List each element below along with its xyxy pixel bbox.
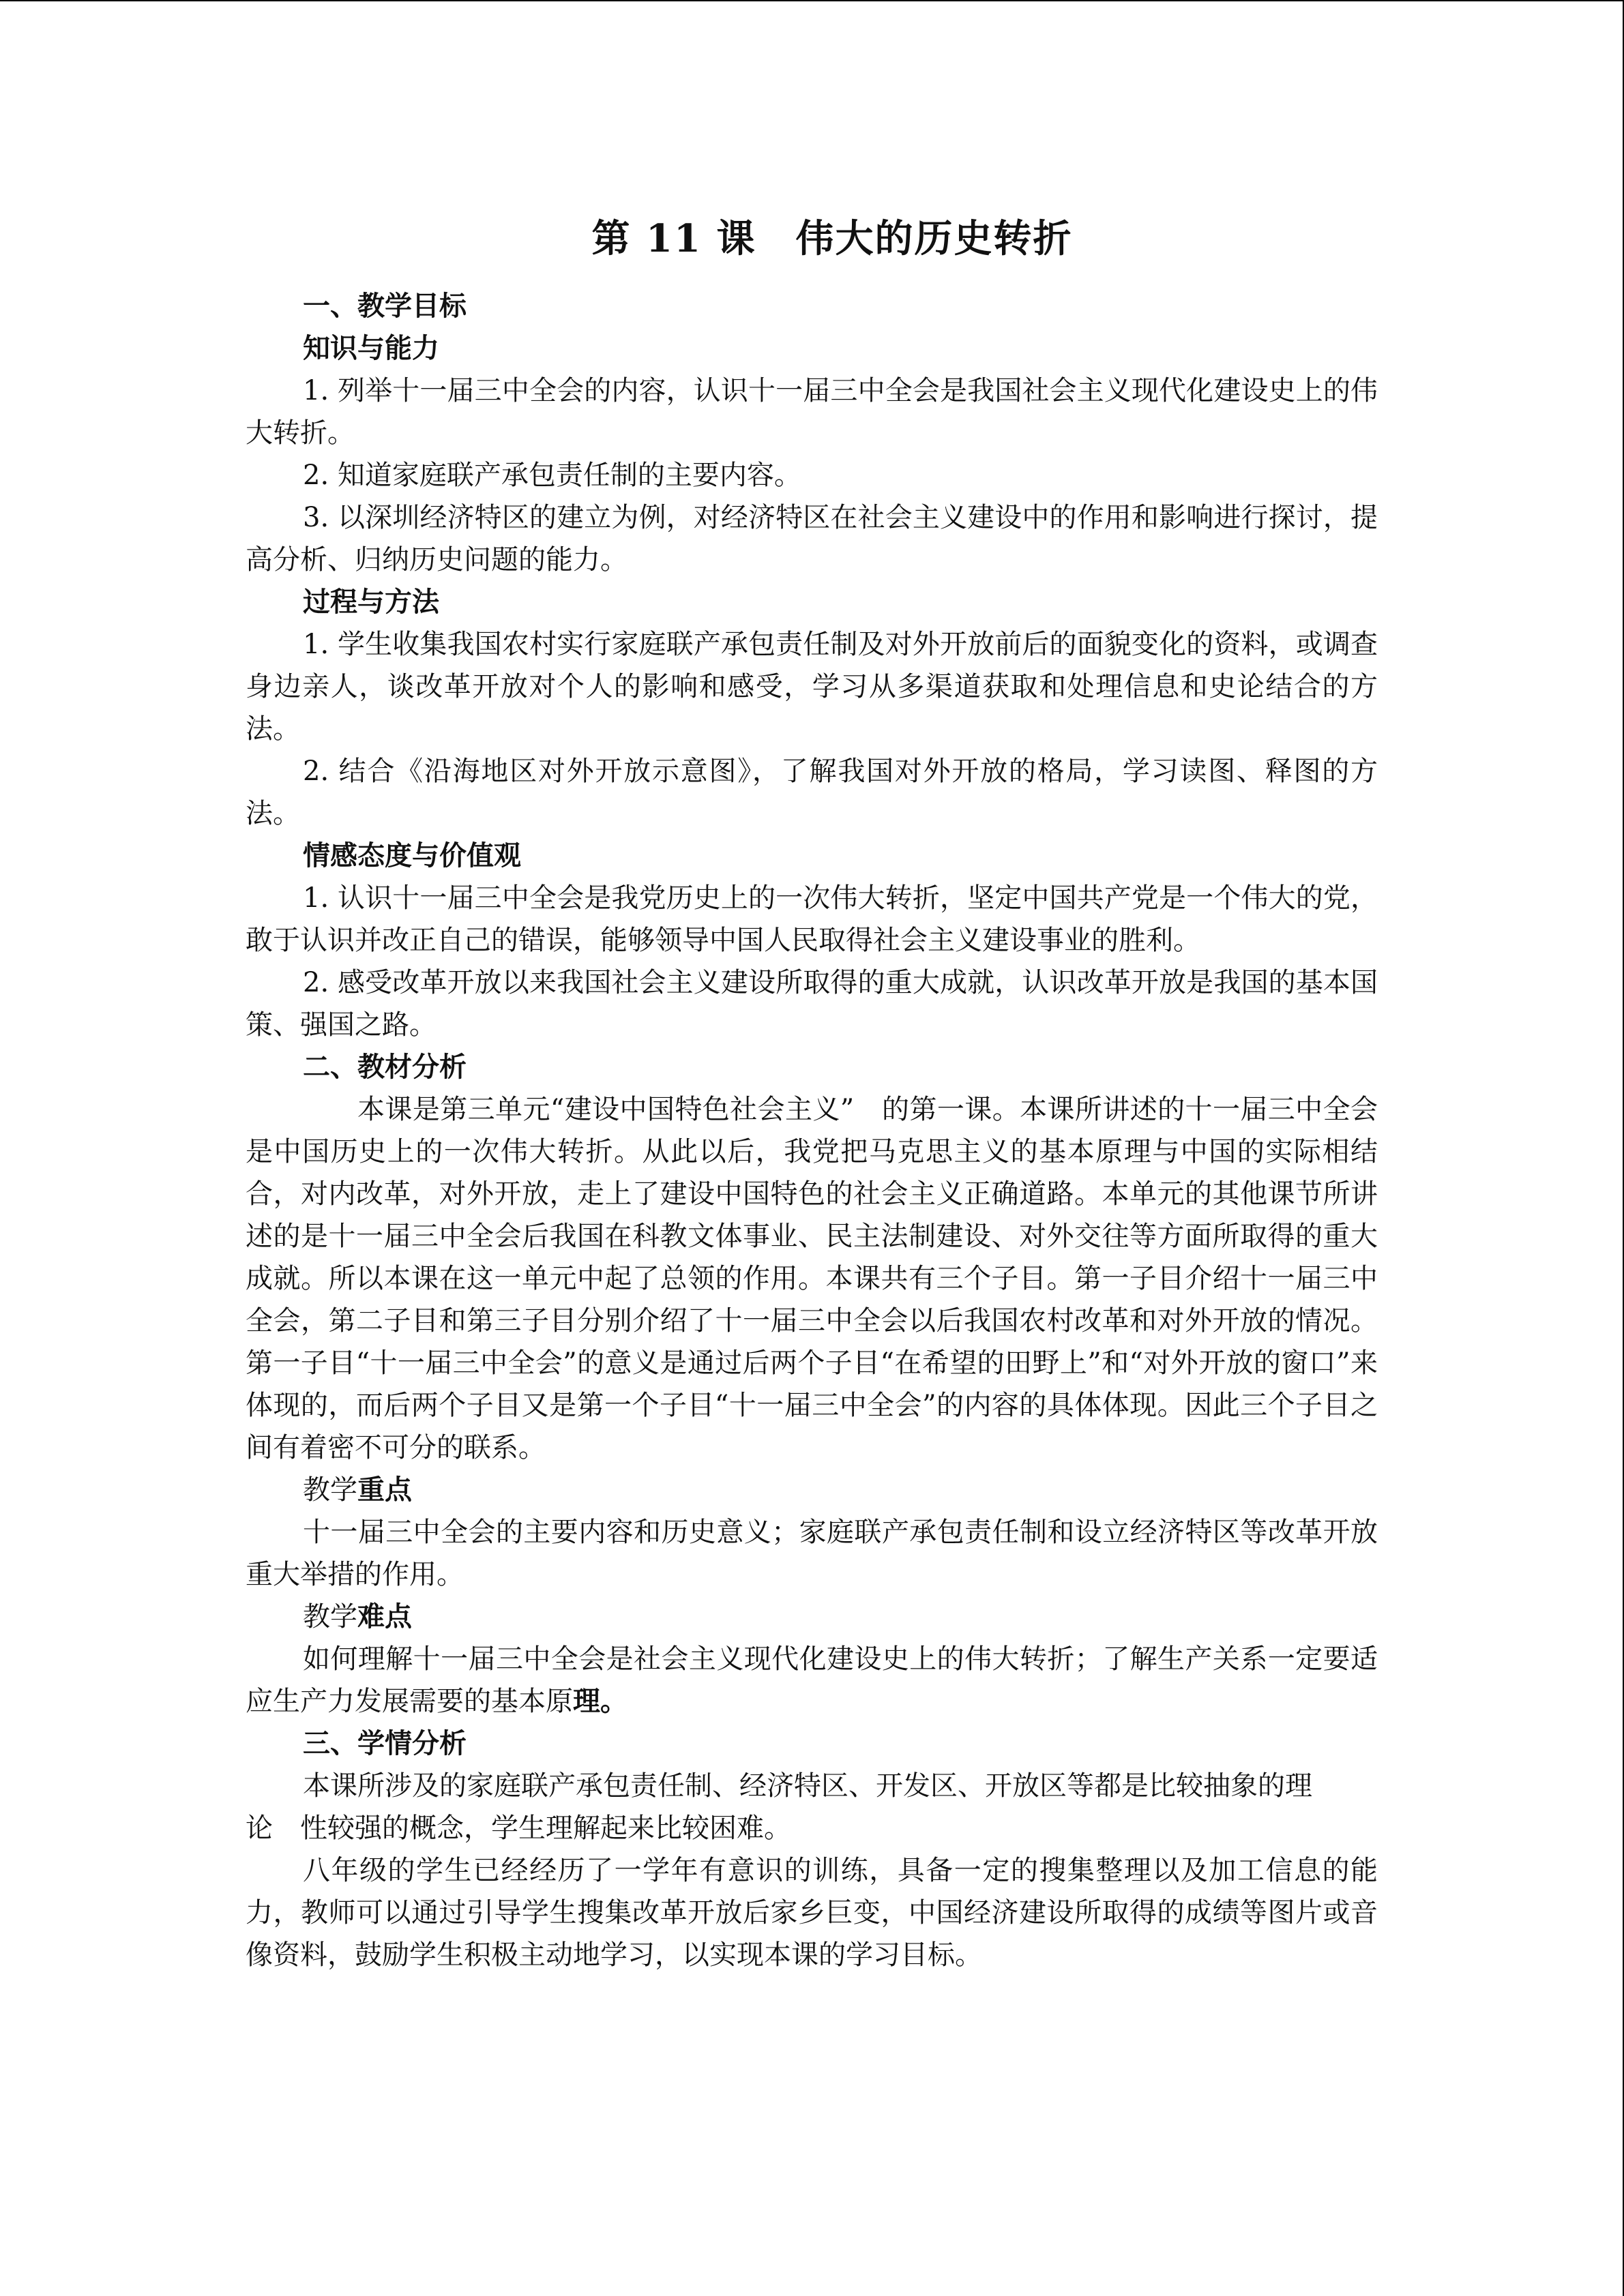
subheading-attitude-values: 情感态度与价值观 xyxy=(303,839,521,871)
document-title: 第 11 课 伟大的历史转折 xyxy=(591,216,1073,261)
label-teaching-difficulty-bold: 难点 xyxy=(357,1600,412,1632)
paragraph-teaching-difficulty xyxy=(246,1638,1378,1723)
paragraph-process-1: 1. 学生收集我国农村实行家庭联产承包责任制及对外开放前后的面貌变化的资料，或调查身边亲人，谈改革开放对个人的影响和感受，学习从多渠道获取和处理信息和史论结合的方法。 xyxy=(246,629,1378,745)
document-body xyxy=(246,198,1378,1976)
paragraph-attitude-1: 1. 认识十一届三中全会是我党历史上的一次伟大转折，坚定中国共产党是一个伟大的党，敢于认识并改正自己的错误，能够领导中国人民取得社会主义建设事业的胜利。 xyxy=(246,882,1378,956)
subheading-knowledge-ability: 知识与能力 xyxy=(303,332,439,364)
paragraph-knowledge-2: 2. 知道家庭联产承包责任制的主要内容。 xyxy=(303,460,801,491)
paragraph-teaching-difficulty-bold: 理。 xyxy=(573,1685,628,1717)
paragraph-teaching-focus: 十一届三中全会的主要内容和历史意义；家庭联产承包责任制和设立经济特区等改革开放重大举措的作用。 xyxy=(246,1517,1378,1590)
paragraph-teaching-difficulty-plain: 如何理解十一届三中全会是社会主义现代化建设史上的伟大转折；了解生产关系一定要适应生产力发展需要的基本原 xyxy=(246,1643,1378,1717)
paragraph-learner-2: 八年级的学生已经经历了一学年有意识的训练，具备一定的搜集整理以及加工信息的能力，教师可以通过引导学生搜集改革开放后家乡巨变，中国经济建设所取得的成绩等图片或音像资料，鼓励学生积极主动地学习，以实现本课的学习目标。 xyxy=(246,1855,1378,1971)
paragraph-process-2: 2. 结合《沿海地区对外开放示意图》，了解我国对外开放的格局，学习读图、释图的方法。 xyxy=(246,756,1378,829)
paragraph-learner-1-line1: 本课所涉及的家庭联产承包责任制、经济特区、开发区、开放区等都是比较抽象的理 xyxy=(303,1770,1312,1802)
paragraph-knowledge-1: 1. 列举十一届三中全会的内容，认识十一届三中全会是我国社会主义现代化建设史上的伟大转折。 xyxy=(246,375,1378,449)
label-teaching-focus xyxy=(246,1469,1378,1511)
label-teaching-difficulty xyxy=(246,1596,1378,1638)
label-teaching-difficulty-plain: 教学 xyxy=(303,1601,357,1632)
label-teaching-focus-bold: 重点 xyxy=(357,1474,412,1506)
section-heading-material-analysis: 二、教材分析 xyxy=(303,1051,467,1083)
paragraph-material-analysis: 本课是第三单元“建设中国特色社会主义” 的第一课。本课所讲述的十一届三中全会是中国历史上的一次伟大转折。从此以后，我党把马克思主义的基本原理与中国的实际相结合，对内改革，对外开放，走上了建设中国特色的社会主义正确道路。本单元的其他课节所讲述的是十一届三中全会后我国在科教文体事业、民主法制建设、对外交往等方面所取得的重大成就。所以本课在这一单元中起了总领的作用。本课共有三个子目。第一子目介绍十一届三中全会，第二子目和第三子目分别介绍了十一届三中全会以后我国农村改革和对外开放的情况。第一子目“十一届三中全会”的意义是通过后两个子目“在希望的田野上”和“对外开放的窗口”来体现的，而后两个子目又是第一个子目“十一届三中全会”的内容的具体体现。因此三个子目之间有着密不可分的联系。 xyxy=(246,1094,1378,1463)
label-teaching-focus-plain: 教学 xyxy=(303,1474,357,1506)
paragraph-attitude-2: 2. 感受改革开放以来我国社会主义建设所取得的重大成就，认识改革开放是我国的基本国策、强国之路。 xyxy=(246,967,1378,1041)
section-heading-objectives: 一、教学目标 xyxy=(303,290,467,322)
subheading-process-method: 过程与方法 xyxy=(303,586,439,618)
paragraph-learner-1-line2: 论 性较强的概念，学生理解起来比较困难。 xyxy=(246,1813,791,1844)
section-heading-learner-analysis: 三、学情分析 xyxy=(303,1727,467,1759)
paragraph-knowledge-3: 3. 以深圳经济特区的建立为例，对经济特区在社会主义建设中的作用和影响进行探讨，提高分析、归纳历史问题的能力。 xyxy=(246,502,1378,576)
